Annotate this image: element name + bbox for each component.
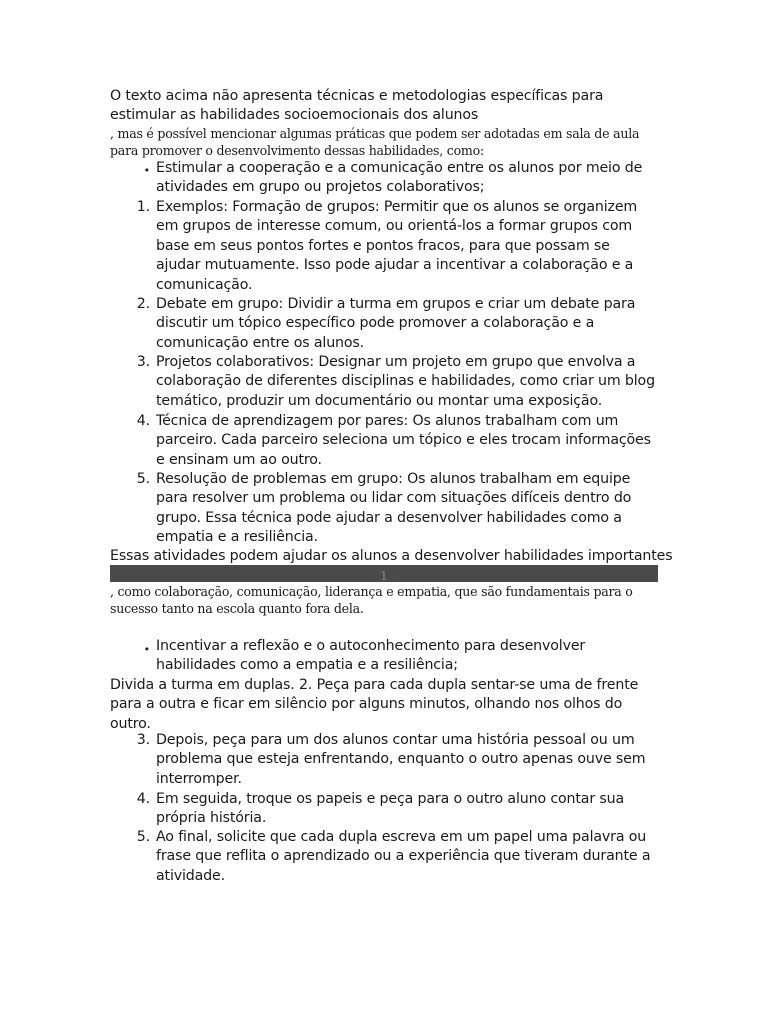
list-marker: 3. bbox=[136, 354, 150, 370]
intro-paragraph: O texto acima não apresenta técnicas e metodologias específicas para estimular as habilidades socioemocionais dos alunos bbox=[110, 88, 604, 124]
list-marker: 2. bbox=[136, 296, 150, 312]
list-marker: 4. bbox=[136, 791, 150, 807]
list-item-troque-papeis: Em seguida, troque os papeis e peça para o outro aluno contar sua própria história. bbox=[156, 791, 624, 827]
list-item-projetos: Projetos colaborativos: Designar um projeto em grupo que envolva a colaboração de diferentes disciplinas e habilidades, como criar um blog temático, produzir um documentário ou montar uma exposição. bbox=[156, 354, 655, 409]
list-marker: 4. bbox=[136, 413, 150, 429]
page-number: 1 bbox=[380, 569, 388, 583]
list-marker: 1. bbox=[136, 199, 150, 215]
summary-continuation: , como colaboração, comunicação, liderança e empatia, que são fundamentais para o sucesso tanto na escola quanto fora dela. bbox=[110, 584, 633, 616]
list-marker: 3. bbox=[136, 732, 150, 748]
list-item-formacao-grupos: Exemplos: Formação de grupos: Permitir que os alunos se organizem em grupos de interesse comum, ou orientá-los a formar grupos com base em seus pontos fortes e pontos fracos, para que possam se ajudar mutuamente. Isso pode ajudar a incentivar a colaboração e a comunicação. bbox=[156, 199, 638, 293]
list-item-pares: Técnica de aprendizagem por pares: Os alunos trabalham com um parceiro. Cada parceiro seleciona um tópico e eles trocam informações e ensinam um ao outro. bbox=[156, 413, 651, 468]
bullet-marker: • bbox=[143, 164, 150, 177]
list-item-historia: Depois, peça para um dos alunos contar uma história pessoal ou um problema que esteja enfrentando, enquanto o outro apenas ouve sem interromper. bbox=[156, 732, 646, 787]
bullet-item-cooperation: Estimular a cooperação e a comunicação entre os alunos por meio de atividades em grupo ou projetos colaborativos; bbox=[156, 160, 643, 196]
list-item-resolucao: Resolução de problemas em grupo: Os alunos trabalham em equipe para resolver um problema ou lidar com situações difíceis dentro do grupo. Essa técnica pode ajudar a desenvolver habilidades como a empatia e a resiliência. bbox=[156, 471, 632, 546]
summary-line: Essas atividades podem ajudar os alunos a desenvolver habilidades importantes bbox=[110, 548, 673, 564]
list-marker: 5. bbox=[136, 471, 150, 487]
intro-continuation: , mas é possível mencionar algumas práticas que podem ser adotadas em sala de aula para promover o desenvolvimento dessas habilidades, como: bbox=[110, 126, 640, 158]
page-number-bar bbox=[110, 565, 658, 582]
list-marker: 5. bbox=[136, 829, 150, 845]
list-item-debate: Debate em grupo: Dividir a turma em grupos e criar um debate para discutir um tópico específico pode promover a colaboração e a comunicação entre os alunos. bbox=[156, 296, 636, 351]
bullet-marker: • bbox=[143, 643, 150, 656]
duplas-paragraph: Divida a turma em duplas. 2. Peça para cada dupla sentar-se uma de frente para a outra e ficar em silêncio por alguns minutos, olhando nos olhos do outro. bbox=[110, 677, 639, 732]
list-item-final: Ao final, solicite que cada dupla escreva em um papel uma palavra ou frase que reflita o aprendizado ou a experiência que tiveram durante a atividade. bbox=[156, 829, 651, 884]
bullet-item-reflexao: Incentivar a reflexão e o autoconhecimento para desenvolver habilidades como a empatia e a resiliência; bbox=[156, 638, 586, 674]
